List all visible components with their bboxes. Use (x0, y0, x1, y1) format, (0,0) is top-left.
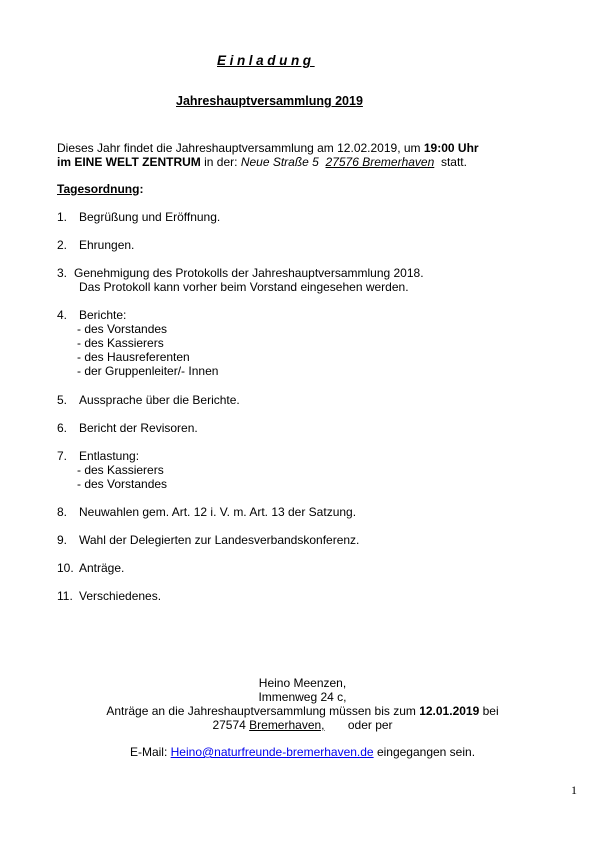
agenda-item-number: 2. (57, 238, 68, 252)
agenda-subitem: - des Kassierers (77, 463, 164, 477)
agenda-item (57, 589, 73, 604)
agenda-item (57, 505, 67, 520)
document-title: Einladung (217, 53, 315, 68)
agenda-item-subtext: Das Protokoll kann vorher beim Vorstand eingesehen werden. (79, 280, 409, 294)
footer-name: Heino Meenzen, (258, 676, 347, 690)
agenda-item-number: 10. (57, 561, 74, 575)
agenda-subitem: - des Vorstandes (77, 322, 168, 336)
intro-end: statt. (440, 155, 467, 169)
agenda-item-number: 1. (57, 210, 68, 224)
document-subtitle: Jahreshauptversammlung 2019 (176, 94, 363, 108)
agenda-item-text: Ehrungen. (79, 238, 135, 252)
agenda-item-text: Bericht der Revisoren. (79, 421, 198, 435)
agenda-item-text: Neuwahlen gem. Art. 12 i. V. m. Art. 13 der Satzung. (79, 505, 357, 519)
footer-email-line (0, 745, 605, 760)
agenda-item-text: Begrüßung und Eröffnung. (79, 210, 221, 224)
agenda-item-text: Anträge. (79, 561, 125, 575)
agenda-item-number: 6. (57, 421, 68, 435)
agenda-heading (57, 182, 143, 197)
agenda-item (57, 533, 67, 548)
email-end-text: eingegangen sein. (373, 745, 476, 759)
agenda-item-number: 7. (57, 449, 68, 463)
agenda-heading-colon: : (139, 182, 144, 196)
agenda-item-text: Genehmigung des Protokolls der Jahreshauptversammlung 2018. (74, 266, 424, 280)
agenda-item (57, 421, 67, 436)
venue-street: Neue Straße 5 (240, 155, 319, 169)
agenda-item (57, 308, 67, 323)
venue-city: 27576 Bremerhaven (325, 155, 435, 169)
agenda-item-number: 9. (57, 533, 68, 547)
deadline-date: 12.01.2019 (419, 704, 480, 718)
intro-line-2 (57, 155, 467, 170)
meeting-time: 19:00 Uhr (423, 141, 479, 155)
intro-line-1 (57, 141, 479, 156)
agenda-subitem: - des Vorstandes (77, 477, 168, 491)
agenda-item (57, 210, 67, 225)
agenda-item-text: Aussprache über die Berichte. (79, 393, 240, 407)
page-number: 1 (571, 783, 577, 797)
deadline-text: Anträge an die Jahreshauptversammlung müssen bis zum (106, 704, 420, 718)
agenda-item-number: 8. (57, 505, 68, 519)
deadline-end: bei (479, 704, 499, 718)
footer-or-per: oder per (347, 718, 393, 732)
agenda-item-number: 5. (57, 393, 68, 407)
agenda-item (57, 393, 67, 408)
agenda-item-text: Wahl der Delegierten zur Landesverbandskonferenz. (79, 533, 360, 547)
agenda-item (57, 561, 74, 576)
agenda-item-number: 4. (57, 308, 68, 322)
agenda-item-text: Berichte: (79, 308, 127, 322)
intro-text: Dieses Jahr findet die Jahreshauptversammlung am 12.02.2019, um (57, 141, 424, 155)
agenda-subitem: - des Hausreferenten (77, 350, 190, 364)
agenda-item-text: Entlastung: (79, 449, 140, 463)
agenda-item (57, 238, 67, 253)
agenda-subitem: - der Gruppenleiter/- Innen (77, 364, 219, 378)
intro-text-2: in der: (200, 155, 241, 169)
footer-city-line (0, 718, 605, 733)
email-label: E-Mail: (129, 745, 171, 759)
footer-deadline (0, 704, 605, 719)
footer-zip: 27574 (212, 718, 250, 732)
agenda-item-number: 11. (57, 589, 73, 603)
footer-city: Bremerhaven, (249, 718, 325, 732)
agenda-item (57, 266, 67, 281)
venue-name: im EINE WELT ZENTRUM (57, 155, 201, 169)
footer-street: Immenweg 24 c, (258, 690, 347, 704)
agenda-subitem: - des Kassierers (77, 336, 164, 350)
email-link[interactable]: Heino@naturfreunde-bremerhaven.de (170, 745, 374, 759)
agenda-item (57, 449, 67, 464)
agenda-item-number: 3. (57, 266, 68, 280)
agenda-item-text: Verschiedenes. (79, 589, 162, 603)
agenda-heading-text: Tagesordnung (57, 182, 140, 196)
